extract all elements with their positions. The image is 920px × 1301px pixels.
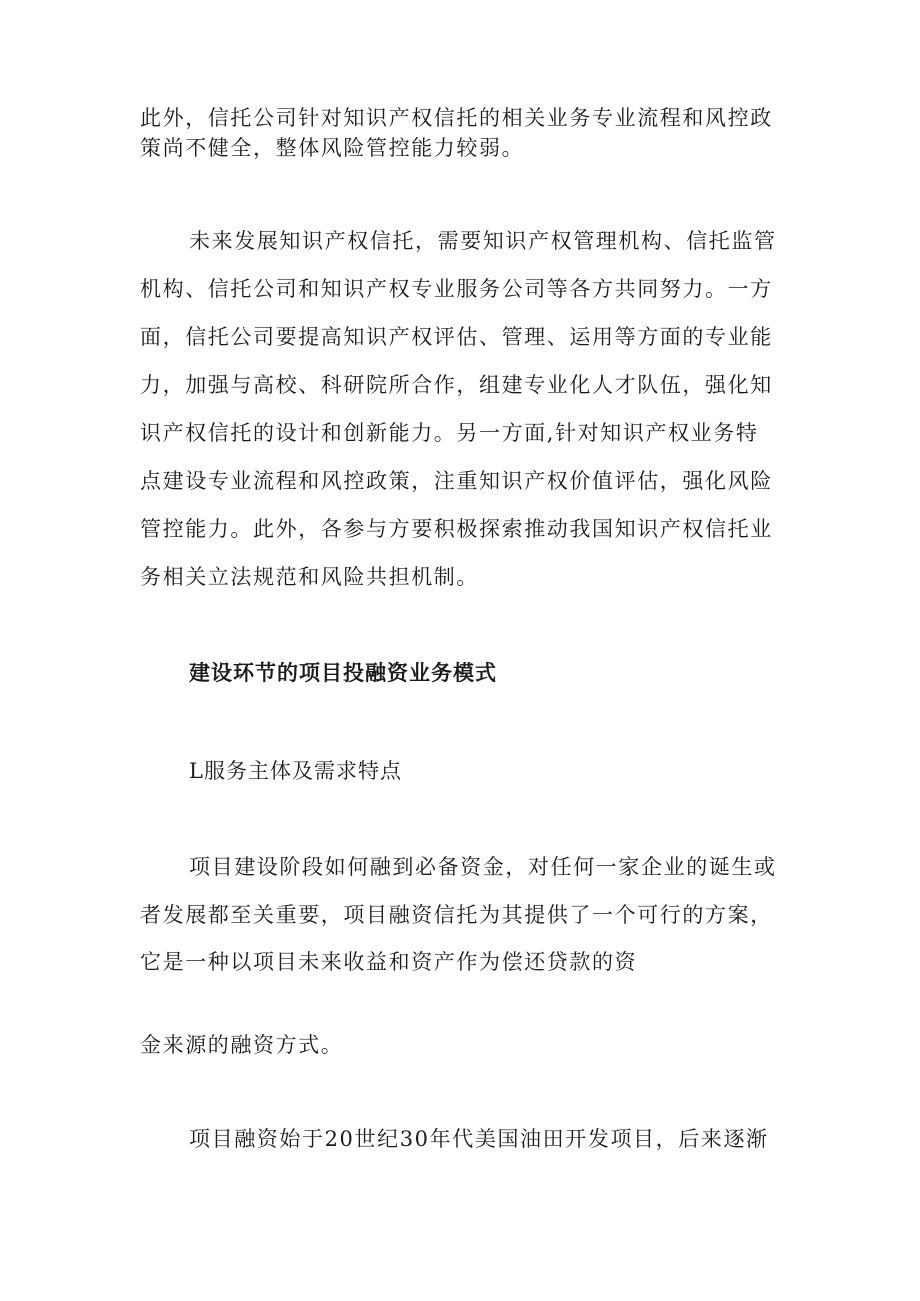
paragraph-2-line-6: 点建设专业流程和风控政策，注重知识产权价值评估，强化风险 [140, 469, 773, 493]
paragraph-2-line-5: 识产权信托的设计和创新能力。另一方面,针对知识产权业务特 [140, 421, 759, 445]
section-heading: 建设环节的项目投融资业务模式 [189, 660, 497, 685]
paragraph-3-line-2: 者发展都至关重要，项目融资信托为其提供了一个可行的方案， [140, 903, 773, 927]
paragraph-1-line-2: 策尚不健全，整体风险管控能力较弱。 [140, 136, 525, 160]
paragraph-2-line-1: 未来发展知识产权信托，需要知识产权管理机构、信托监管 [189, 229, 777, 253]
paragraph-2-line-7: 管控能力。此外，各参与方要积极探索推动我国知识产权信托业 [140, 517, 773, 541]
paragraph-3-line-1: 项目建设阶段如何融到必备资金，对任何一家企业的诞生或 [189, 855, 777, 879]
paragraph-2-line-8: 务相关立法规范和风险共担机制。 [140, 565, 479, 589]
paragraph-2-line-3: 面，信托公司要提高知识产权评估、管理、运用等方面的专业能 [140, 325, 773, 349]
paragraph-2-line-4: 力，加强与高校、科研院所合作，组建专业化人才队伍，强化知 [140, 373, 773, 397]
paragraph-5-line-1: 项目融资始于20世纪30年代美国油田开发项目，后来逐渐 [189, 1127, 769, 1151]
subsection-heading: L服务主体及需求特点 [189, 759, 402, 783]
paragraph-3-line-3: 它是一种以项目未来收益和资产作为偿还贷款的资 [140, 950, 638, 974]
paragraph-2-line-2: 机构、信托公司和知识产权专业服务公司等各方共同努力。一方 [140, 277, 773, 301]
paragraph-1-line-1: 此外，信托公司针对知识产权信托的相关业务专业流程和风控政 [140, 106, 773, 130]
paragraph-4-line-1: 金来源的融资方式。 [140, 1033, 344, 1057]
